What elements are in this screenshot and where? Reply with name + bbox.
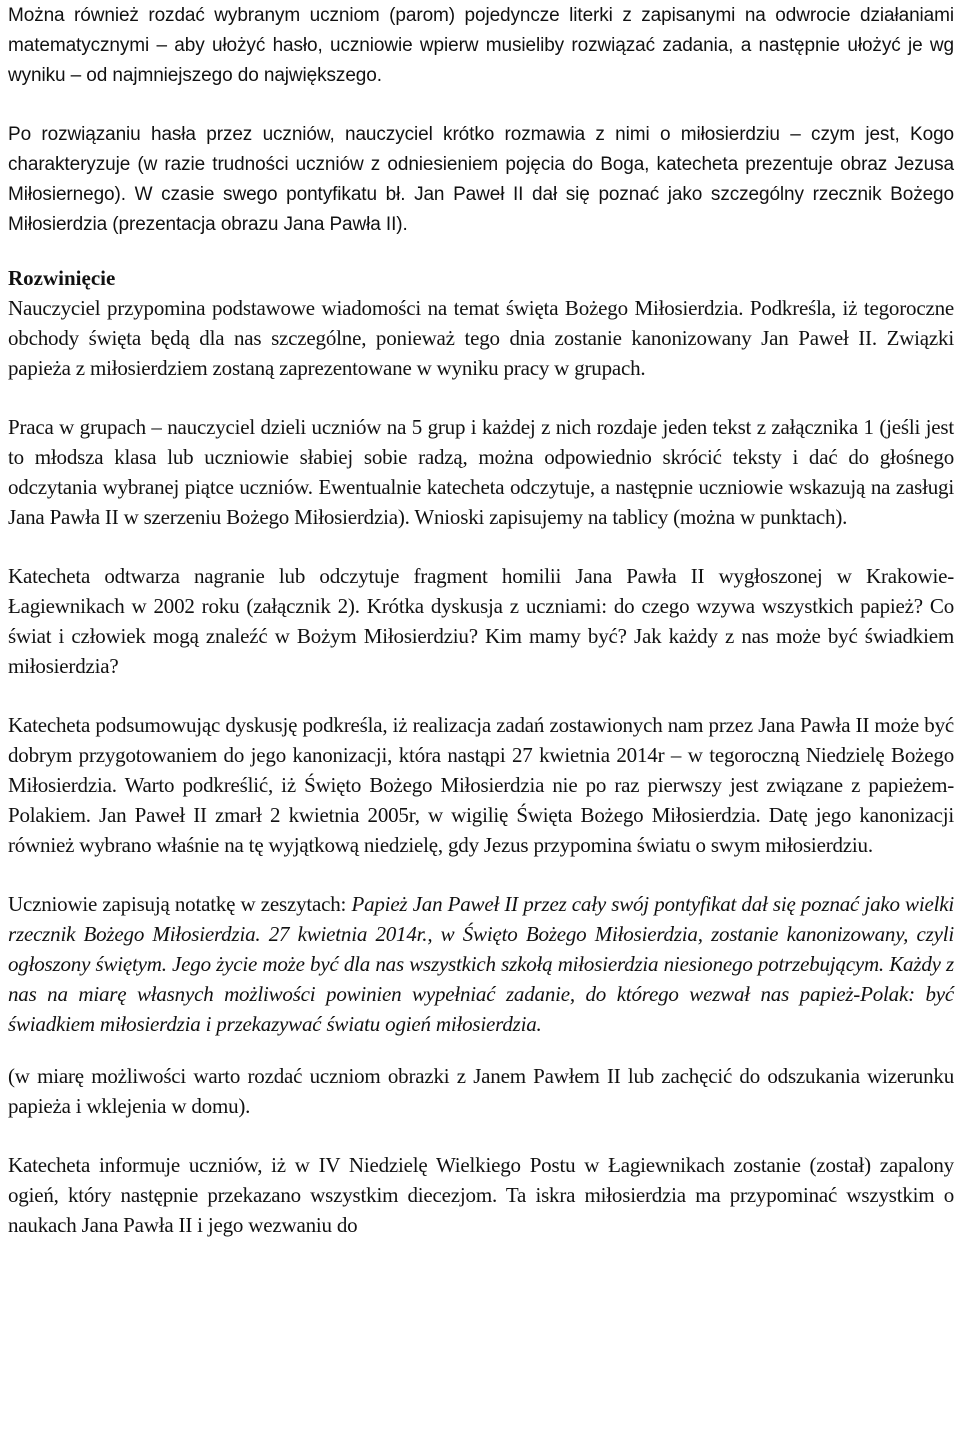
- paragraph-letters-activity: Można również rozdać wybranym uczniom (parom) pojedyncze literki z zapisanymi na odwrocie działaniami matematycznymi – aby ułożyć hasło, uczniowie wpierw musieliby rozwiązać zadania, a następnie ułożyć je wg wyniku – od najmniejszego do największego.: [8, 5, 954, 86]
- paragraph-fire-of-mercy: Katecheta informuje uczniów, iż w IV Niedzielę Wielkiego Postu w Łagiewnikach zostanie (został) zapalony ogień, który następnie przekazano wszystkim diecezjom. Ta iskra miłosierdzia ma przypominać wszystkim o naukach Jana Pawła II i jego wezwaniu do: [8, 1153, 954, 1237]
- paragraph-summary: Katecheta podsumowując dyskusję podkreśla, iż realizacja zadań zostawionych nam przez Jana Pawła II może być dobrym przygotowaniem do jego kanonizacji, która nastąpi 27 kwietnia 2014r – w tegoroczną Niedzielę Bożego Miłosierdzia. Warto podkreślić, iż Święto Bożego Miłosierdzia nie po raz pierwszy jest związane z papieżem-Polakiem. Jan Paweł II zmarł 2 kwietnia 2005r, w wigilię Święta Bożego Miłosierdzia. Datę jego kanonizacji również wybrano właśnie na tę wyjątkową niedzielę, gdy Jezus przypomina światu o swym miłosierdziu.: [8, 713, 954, 857]
- note-text: Papież Jan Paweł II przez cały swój pontyfikat dał się poznać jako wielki rzecznik Bożego Miłosierdzia. 27 kwietnia 2014r., w Święto Bożego Miłosierdzia, zostanie kanonizowany, czyli ogłoszony świętym. Jego życie może być dla nas wszystkich szkołą miłosierdzia niesionego potrzebującym. Każdy z nas na miarę własnych możliwości powinien wypełniać zadanie, do którego wezwał nas papież-Polak: być świadkiem miłosierdzia i przekazywać światu ogień miłosierdzia.: [8, 892, 954, 1036]
- paragraph-password-discussion: Po rozwiązaniu hasła przez uczniów, nauczyciel krótko rozmawia z nimi o miłosierdziu – czym jest, Kogo charakteryzuje (w razie trudności uczniów z odniesieniem pojęcia do Boga, katecheta prezentuje obraz Jezusa Miłosiernego). W czasie swego pontyfikatu bł. Jan Paweł II dał się poznać jako szczególny rzecznik Bożego Miłosierdzia (prezentacja obrazu Jana Pawła II).: [8, 124, 954, 235]
- paragraph-pictures-suggestion: (w miarę możliwości warto rozdać uczniom obrazki z Janem Pawłem II lub zachęcić do odszukania wizerunku papieża i wklejenia w domu).: [8, 1064, 954, 1118]
- paragraph-notebook-note: [8, 889, 954, 1039]
- paragraph-mercy-feast: Nauczyciel przypomina podstawowe wiadomości na temat święta Bożego Miłosierdzia. Podkreśla, iż tegoroczne obchody święta będą dla nas szczególne, ponieważ tego dnia zostanie kanonizowany Jan Paweł II. Związki papieża z miłosierdziem zostaną zaprezentowane w wyniku pracy w grupach.: [8, 296, 954, 380]
- paragraph-homily: Katecheta odtwarza nagranie lub odczytuje fragment homilii Jana Pawła II wygłoszonej w Krakowie-Łagiewnikach w 2002 roku (załącznik 2). Krótka dyskusja z uczniami: do czego wzywa wszystkich papież? Co świat i człowiek mogą znaleźć w Bożym Miłosierdziu? Kim mamy być? Jak każdy z nas może być świadkiem miłosierdzia?: [8, 564, 954, 678]
- note-intro: Uczniowie zapisują notatkę w zeszytach:: [8, 892, 352, 916]
- section-heading-rozwiniecie: Rozwinięcie: [8, 266, 116, 290]
- paragraph-group-work: Praca w grupach – nauczyciel dzieli uczniów na 5 grup i każdej z nich rozdaje jeden tekst z załącznika 1 (jeśli jest to młodsza klasa lub uczniowie słabiej sobie radzą, można odpowiednio skrócić teksty i dać do głośnego odczytania wybranej piątce uczniów. Ewentualnie katecheta odczytuje, a następnie uczniowie wskazują na zasługi Jana Pawła II w szerzeniu Bożego Miłosierdzia). Wnioski zapisujemy na tablicy (można w punktach).: [8, 415, 954, 529]
- document-page: [8, 0, 954, 1240]
